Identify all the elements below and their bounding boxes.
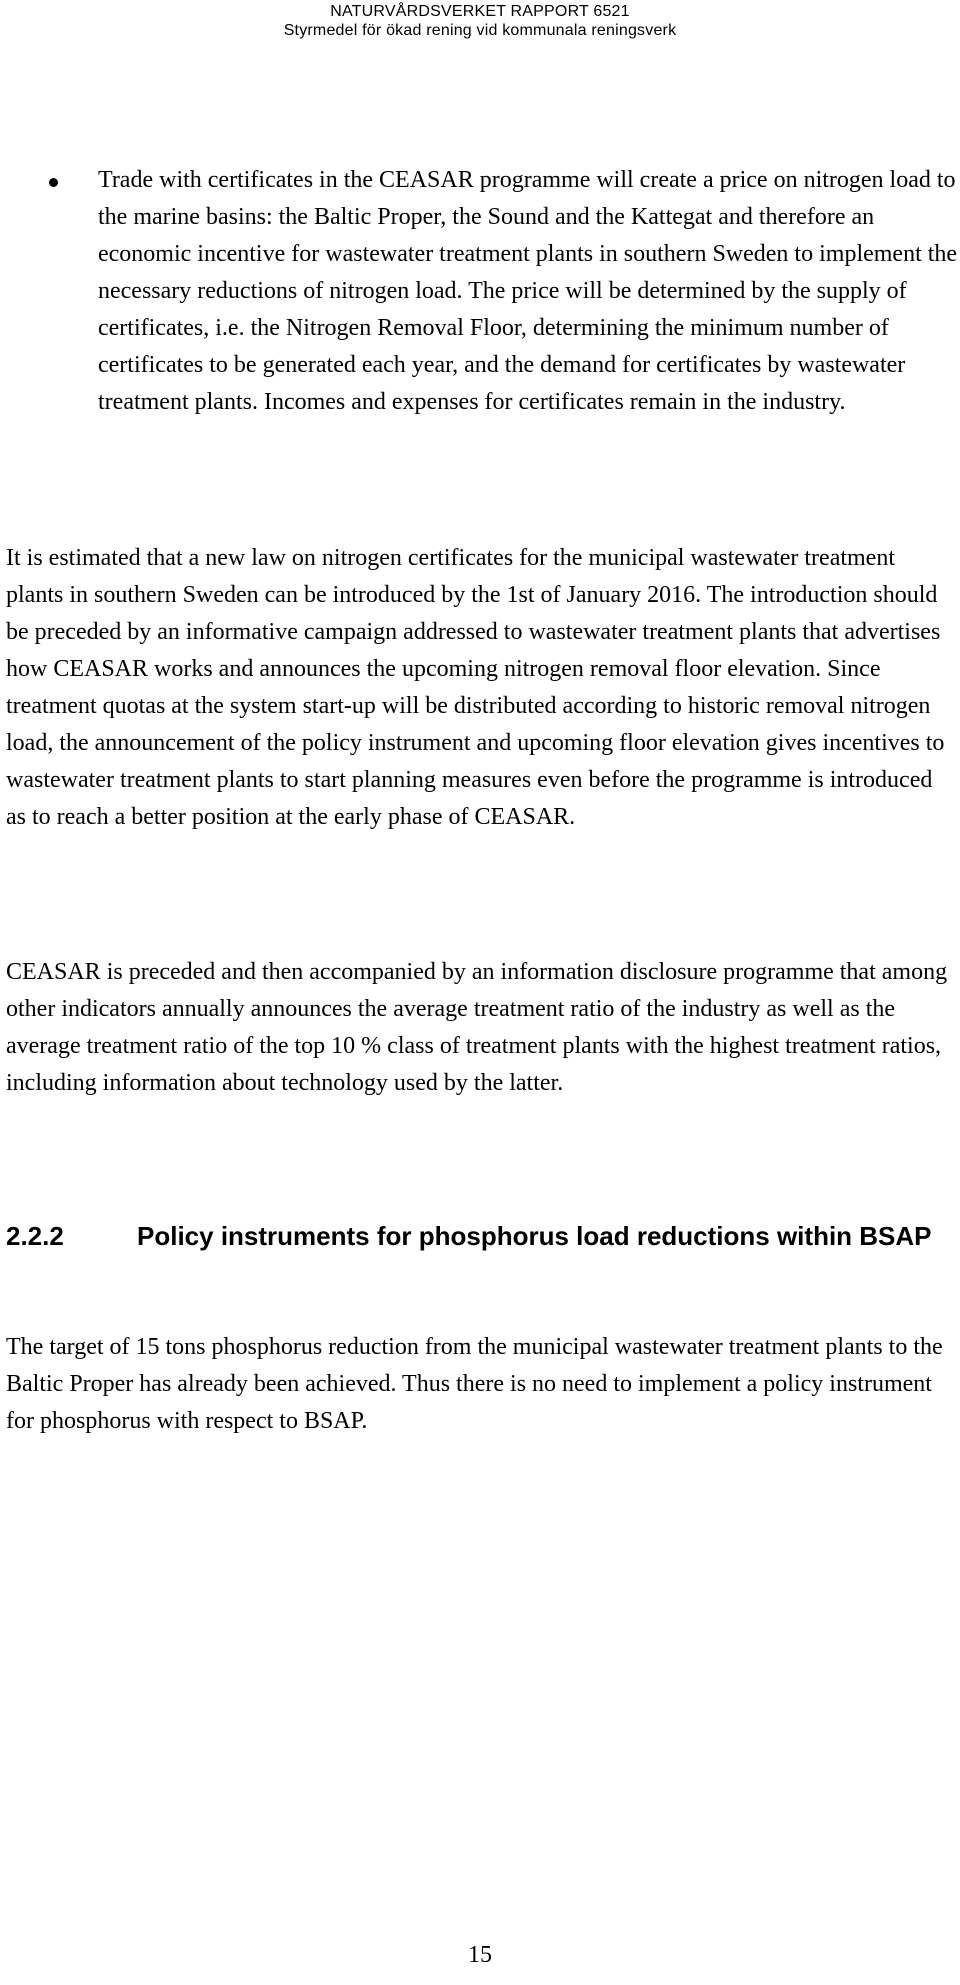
paragraph-law-introduction: It is estimated that a new law on nitrogen certificates for the municipal wastewater treatment plants in southern Sweden can be introduced by the 1st of January 2016. The introduction should be preceded by an informative campaign addressed to wastewater treatment plants that advertises how CEASAR works and announces the upcoming nitrogen removal floor elevation. Since treatment quotas at the system start-up will be distributed according to historic removal nitrogen load, the announcement of the policy instrument and upcoming floor elevation gives incentives to wastewater treatment plants to start planning measures even before the programme is introduced as to reach a better position at the early phase of CEASAR. xyxy=(6,545,945,830)
paragraph-phosphorus-target: The target of 15 tons phosphorus reduction from the municipal wastewater treatment plants to the Baltic Proper has already been achieved. Thus there is no need to implement a policy instrument for phosphorus with respect to BSAP. xyxy=(6,1334,943,1434)
section-number: 2.2.2 xyxy=(6,1221,64,1251)
section-heading xyxy=(6,1217,958,1255)
running-header xyxy=(0,2,960,40)
report-subtitle: Styrmedel för ökad rening vid kommunala reningsverk xyxy=(283,22,677,39)
bullet-dot-icon xyxy=(49,178,58,187)
page-number: 15 xyxy=(468,1942,492,1968)
section-title: Policy instruments for phosphorus load reductions within BSAP xyxy=(137,1221,932,1251)
report-title: NATURVÅRDSVERKET RAPPORT 6521 xyxy=(330,3,630,20)
bullet-item-text: Trade with certificates in the CEASAR programme will create a price on nitrogen load to the marine basins: the Baltic Proper, the Sound and the Kattegat and therefore an economic incentive for wastewater treatment plants in southern Sweden to implement the necessary reductions of nitrogen load. The price will be determined by the supply of certificates, i.e. the Nitrogen Removal Floor, determining the minimum number of certificates to be generated each year, and the demand for certificates by wastewater treatment plants. Incomes and expenses for certificates remain in the industry. xyxy=(98,167,958,415)
paragraph-information-disclosure: CEASAR is preceded and then accompanied by an information disclosure programme that among other indicators annually announces the average treatment ratio of the industry as well as the average treatment ratio of the top 10 % class of treatment plants with the highest treatment ratios, including information about technology used by the latter. xyxy=(6,959,948,1096)
